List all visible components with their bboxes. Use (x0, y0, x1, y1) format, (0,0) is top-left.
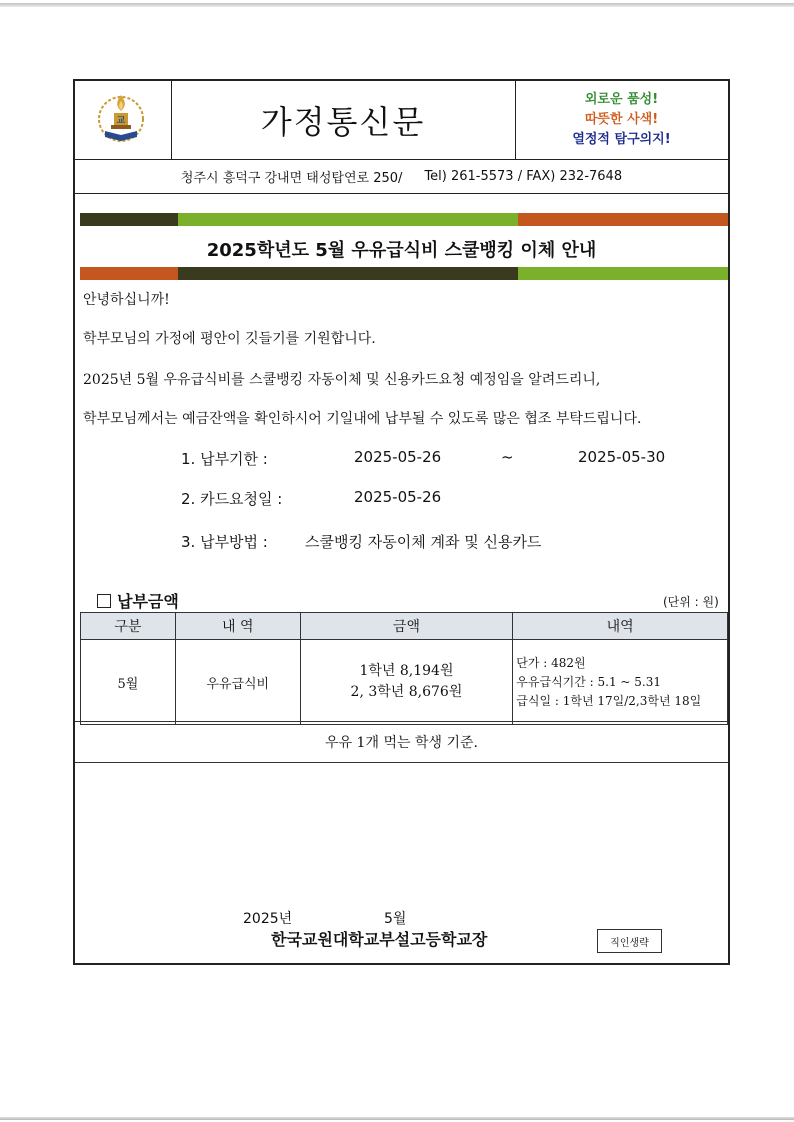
document-title: 가정통신문 (260, 103, 426, 141)
school-motto (515, 81, 728, 159)
motto-line-1: 외로운 품성! (584, 92, 659, 107)
notice-title: 2025학년도 5월 우유급식비 스쿨뱅킹 이체 안내 (206, 240, 597, 261)
fee-month: 5월 (81, 640, 176, 725)
school-address: 청주시 흥덕구 강내면 태성탑연로 250/ (180, 170, 403, 186)
motto-line-2: 따뜻한 사색! (584, 112, 659, 127)
body-line-3: 학부모님께서는 예금잔액을 확인하시어 기일내에 납부될 수 있도록 많은 협조 부탁드립니다. (83, 411, 642, 427)
column-header: 금액 (300, 613, 513, 640)
payment-method-value: 스쿨뱅킹 자동이체 계좌 및 신용카드 (305, 533, 542, 551)
column-header: 구분 (81, 613, 176, 640)
deadline-start: 2025-05-26 (354, 448, 442, 466)
column-header: 내 역 (175, 613, 300, 640)
document-header (75, 81, 728, 160)
card-request-label: 2. 카드요청일 : (181, 490, 283, 508)
scan-edge-bottom (0, 1117, 794, 1120)
unit-note: (단위 : 원) (663, 595, 719, 609)
fee-table (80, 612, 728, 725)
school-logo (75, 81, 172, 159)
scan-edge-top (0, 3, 794, 7)
fee-amount (300, 640, 513, 725)
logo-mark: 교 (116, 116, 126, 126)
column-header: 내역 (513, 613, 728, 640)
notice-document (73, 79, 730, 965)
issue-year: 2025년 (243, 911, 293, 927)
motto-line-3: 열정적 탐구의지! (572, 132, 671, 147)
body-line-2: 2025년 5월 우유급식비를 스쿨뱅킹 자동이체 및 신용카드요청 예정임을 알려드리니, (83, 372, 601, 388)
payment-method-label: 3. 납부방법 : (181, 533, 268, 551)
color-band-bottom (80, 267, 728, 280)
school-emblem-icon (97, 89, 145, 147)
amount-grade-2-3: 2, 3학년 8,676원 (350, 684, 463, 700)
fee-detail (513, 640, 728, 725)
detail-unit-price: 단가 : 482원 (516, 655, 586, 670)
issue-month: 5월 (384, 911, 407, 927)
notice-title-row (75, 231, 728, 267)
fee-note-text: 우유 1개 먹는 학생 기준. (325, 735, 478, 751)
fee-table-header (81, 613, 728, 640)
school-contact: Tel) 261-5573 / FAX) 232-7648 (424, 168, 623, 184)
fee-item: 우유급식비 (175, 640, 300, 725)
greeting: 안녕하십니까! (83, 292, 170, 308)
fee-section-heading (97, 589, 179, 612)
body-line-1: 학부모님의 가정에 평안이 깃들기를 기원합니다. (83, 331, 376, 347)
checkbox-icon (97, 594, 111, 608)
document-title-cell (171, 81, 516, 159)
signer-name: 한국교원대학교부설고등학교장 (271, 930, 488, 949)
color-band-top (80, 213, 728, 226)
detail-days: 급식일 : 1학년 17일/2,3학년 18일 (516, 693, 702, 708)
amount-grade-1: 1학년 8,194원 (359, 663, 454, 679)
detail-period: 우유급식기간 : 5.1 ~ 5.31 (516, 674, 662, 689)
seal-omitted-badge: 직인생략 (597, 929, 662, 953)
fee-note (75, 721, 728, 763)
address-row (75, 159, 728, 194)
fee-heading-text: 납부금액 (117, 592, 179, 611)
deadline-end: 2025-05-30 (578, 448, 666, 466)
card-request-date: 2025-05-26 (354, 488, 442, 506)
deadline-separator: ~ (501, 448, 514, 466)
table-row (81, 640, 728, 725)
deadline-label: 1. 납부기한 : (181, 450, 268, 468)
